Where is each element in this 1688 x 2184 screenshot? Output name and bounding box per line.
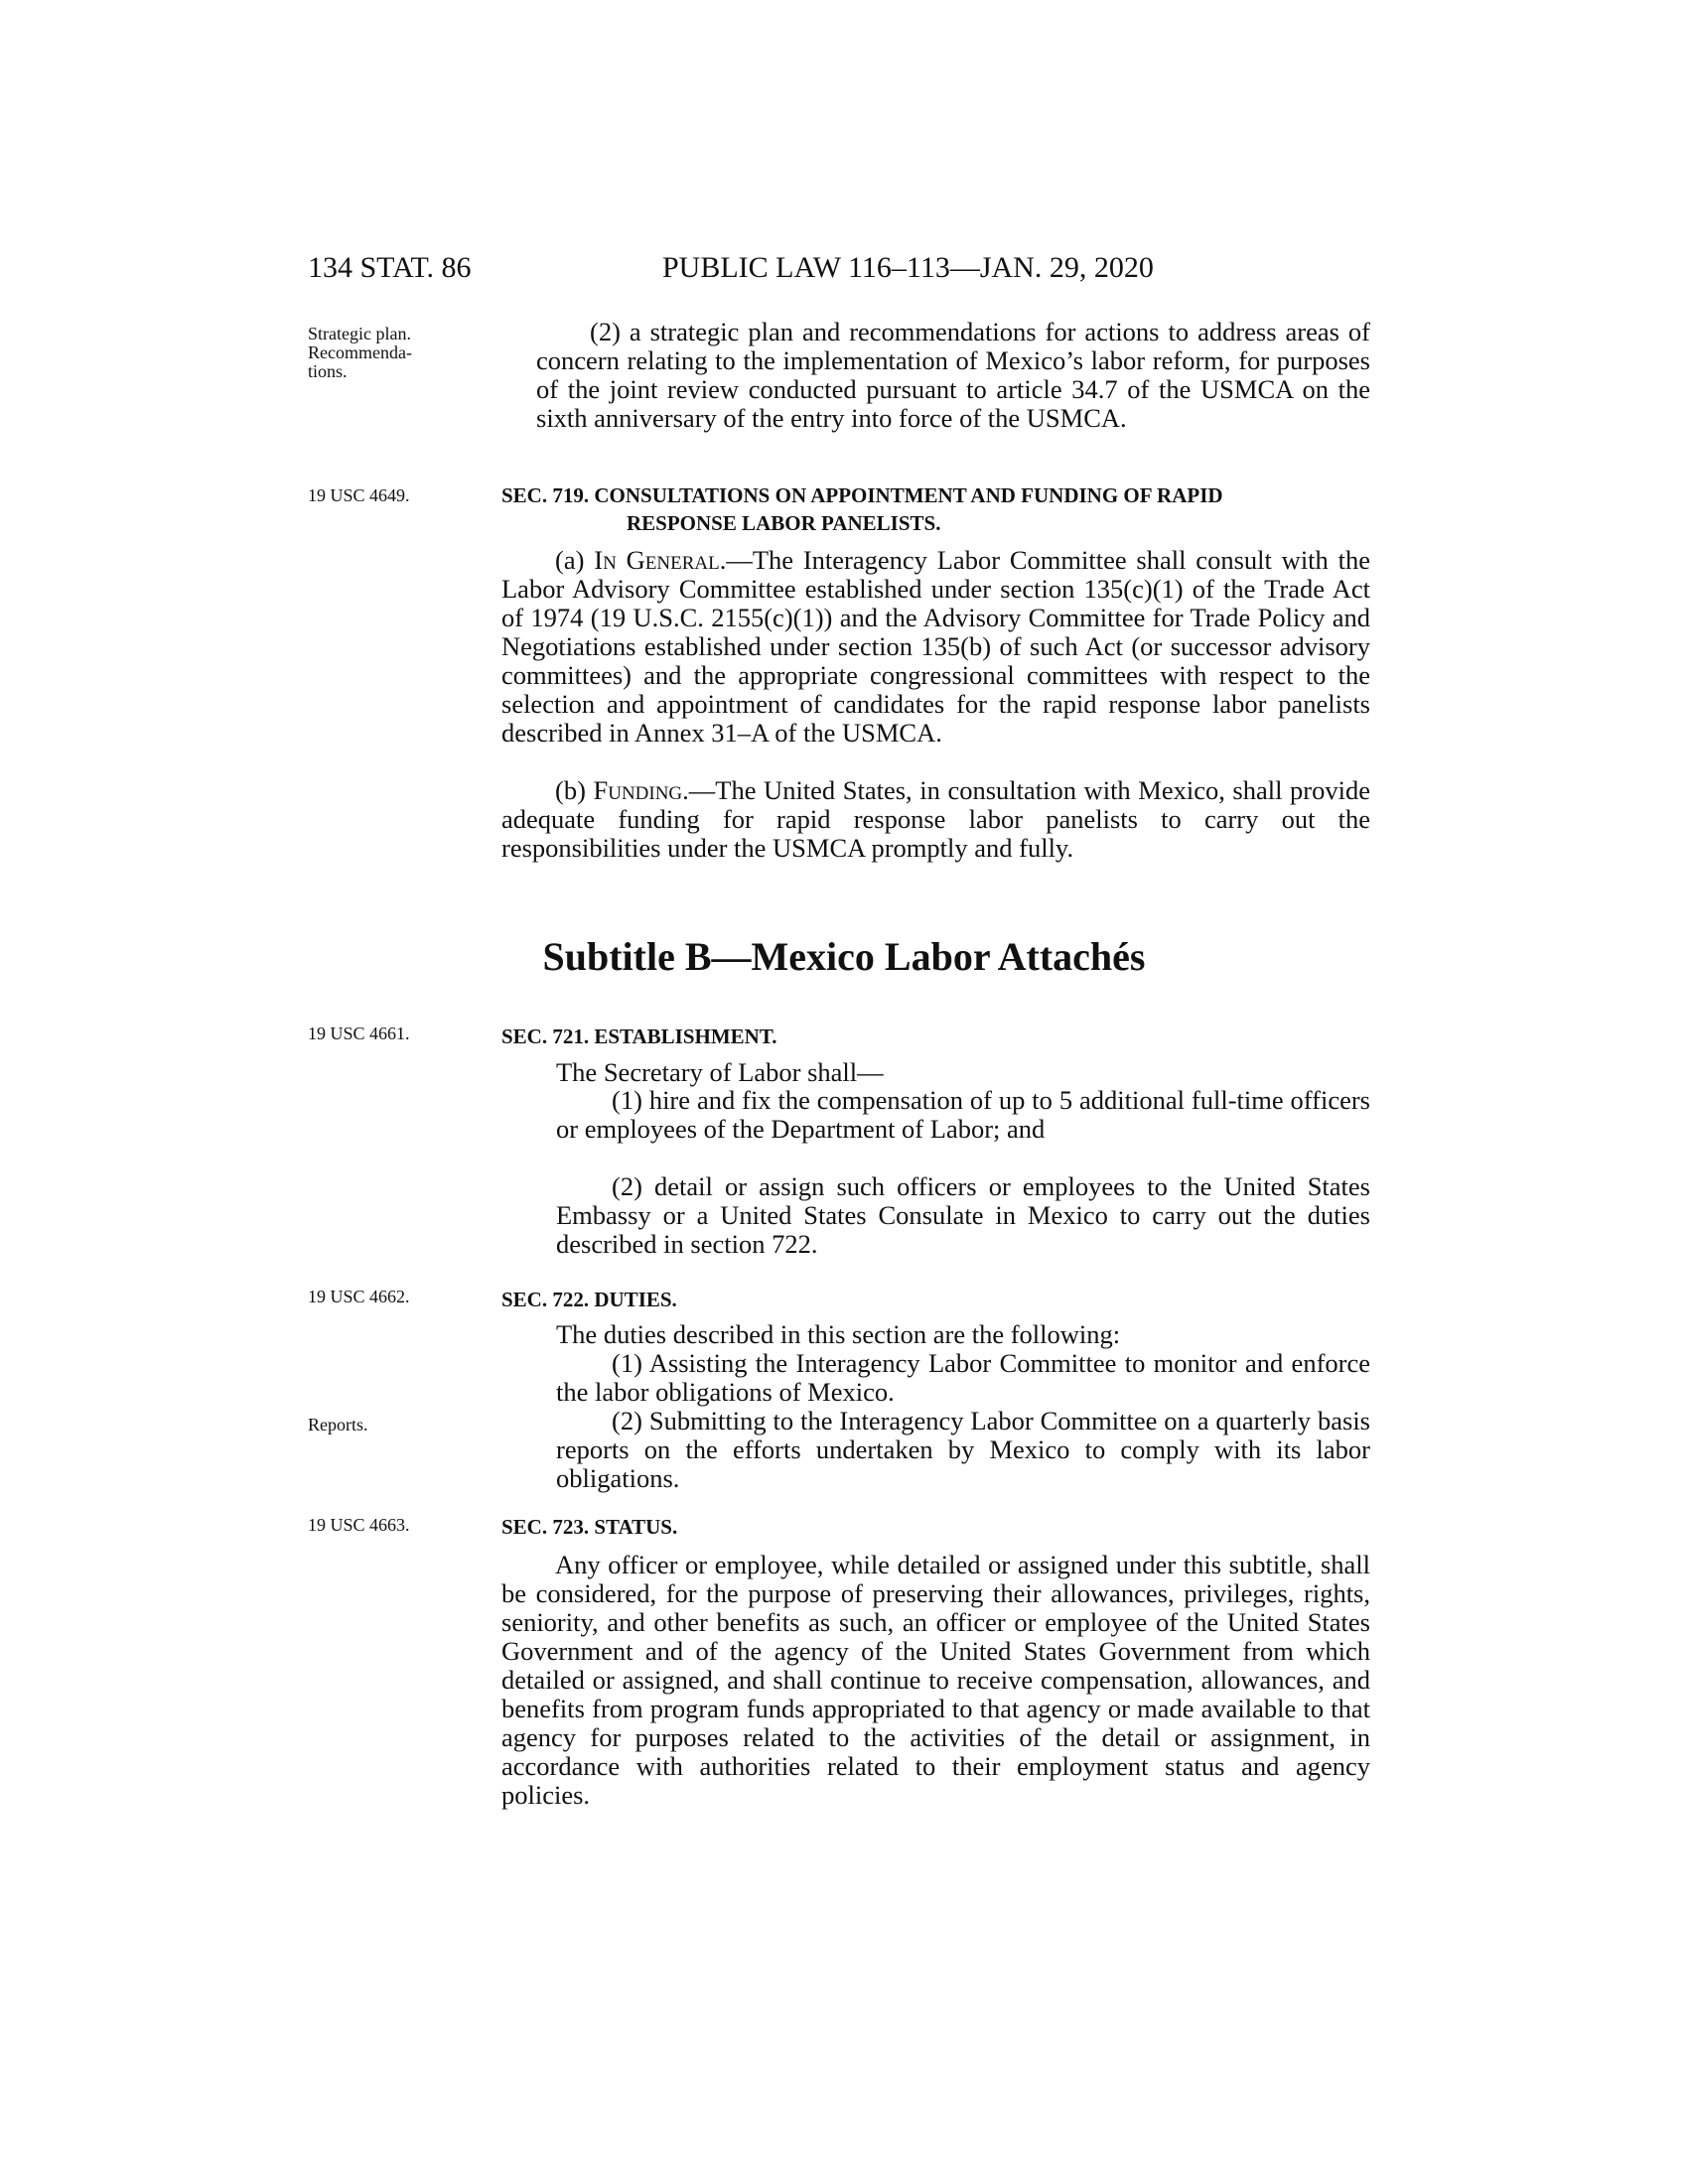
sec-719-a-heading: In General	[594, 545, 720, 575]
margin-note-reports: Reports.	[308, 1415, 368, 1434]
margin-note-usc-4662: 19 USC 4662.	[308, 1287, 410, 1306]
margin-note-strategic-plan	[308, 325, 457, 381]
margin-note-usc-4661: 19 USC 4661.	[308, 1024, 410, 1043]
sec-723-heading: SEC. 723. STATUS.	[501, 1515, 678, 1539]
subtitle-heading: Subtitle B—Mexico Labor Attachés	[542, 934, 1146, 979]
page-stat-citation: 134 STAT. 86	[308, 251, 472, 284]
sec-719-subsection-b	[501, 776, 1370, 863]
margin-note-recommendations-line: Recommenda-	[308, 342, 412, 362]
sec-719-a-label: (a)	[555, 545, 595, 575]
page-law-header: PUBLIC LAW 116–113—JAN. 29, 2020	[662, 251, 1154, 284]
item-2-strategic-plan: (2) a strategic plan and recommendations for actions to address areas of concern relating to the implementation of Mexico’s labor reform, for purposes of the joint review conducted pursuant to article 34.7 of the USMCA on the sixth anniversary of the entry into force of the USMCA.	[536, 317, 1370, 433]
sec-722-intro: The duties described in this section are the following:	[556, 1319, 1121, 1349]
margin-note-recommendations-cont-line: tions.	[308, 361, 348, 381]
sec-719-b-heading: Funding	[593, 775, 683, 805]
sec-722-item-1: (1) Assisting the Interagency Labor Committee to monitor and enforce the labor obligations of Mexico.	[556, 1348, 1370, 1407]
sec-721-heading: SEC. 721. ESTABLISHMENT.	[501, 1024, 777, 1048]
sec-719-b-text: .—The United States, in consultation with Mexico, shall provide adequate funding for rapid response labor panelists to carry out the responsibilities under the USMCA promptly and fully.	[501, 775, 1370, 863]
sec-721-item-2: (2) detail or assign such officers or employees to the United States Embassy or a United States Consulate in Mexico to carry out the duties described in section 722.	[556, 1171, 1370, 1259]
sec-723-text: Any officer or employee, while detailed or assigned under this subtitle, shall be considered, for the purpose of preserving their allowances, privileges, rights, seniority, and other benefits as such, an officer or employee of the United States Government and of the agency of the United States Government from which detailed or assigned, and shall continue to receive compensation, allowances, and benefits from program funds appropriated to that agency or made available to that agency for purposes related to the activities of the detail or assignment, in accordance with authorities related to their employment status and agency policies.	[501, 1550, 1370, 1810]
sec-722-item-2: (2) Submitting to the Interagency Labor Committee on a quarterly basis reports on the efforts undertaken by Mexico to comply with its labor obligations.	[556, 1406, 1370, 1493]
sec-719-subsection-a	[501, 546, 1370, 748]
margin-note-usc-4663: 19 USC 4663.	[308, 1515, 410, 1535]
margin-note-usc-4649: 19 USC 4649.	[308, 485, 410, 505]
sec-721-intro: The Secretary of Labor shall—	[556, 1057, 884, 1087]
sec-719-a-text: .—The Interagency Labor Committee shall consult with the Labor Advisory Committee established under section 135(c)(1) of the Trade Act of 1974 (19 U.S.C. 2155(c)(1)) and the Advisory Committee for Trade Policy and Negotiations established under section 135(b) of such Act (or successor advisory committees) and the appropriate congressional committees with respect to the selection and appointment of candidates for the rapid response labor panelists described in Annex 31–A of the USMCA.	[501, 545, 1370, 748]
sec-719-heading-line2: RESPONSE LABOR PANELISTS.	[627, 511, 941, 535]
sec-719-heading	[501, 481, 1375, 537]
sec-722-heading: SEC. 722. DUTIES.	[501, 1288, 677, 1311]
margin-note-strategic-plan-line: Strategic plan.	[308, 324, 411, 343]
sec-719-b-label: (b)	[555, 775, 594, 805]
sec-719-heading-line1: SEC. 719. CONSULTATIONS ON APPOINTMENT AND FUNDING OF RAPID	[501, 483, 1223, 507]
sec-721-item-1: (1) hire and fix the compensation of up to 5 additional full-time officers or employees of the Department of Labor; and	[556, 1085, 1370, 1144]
